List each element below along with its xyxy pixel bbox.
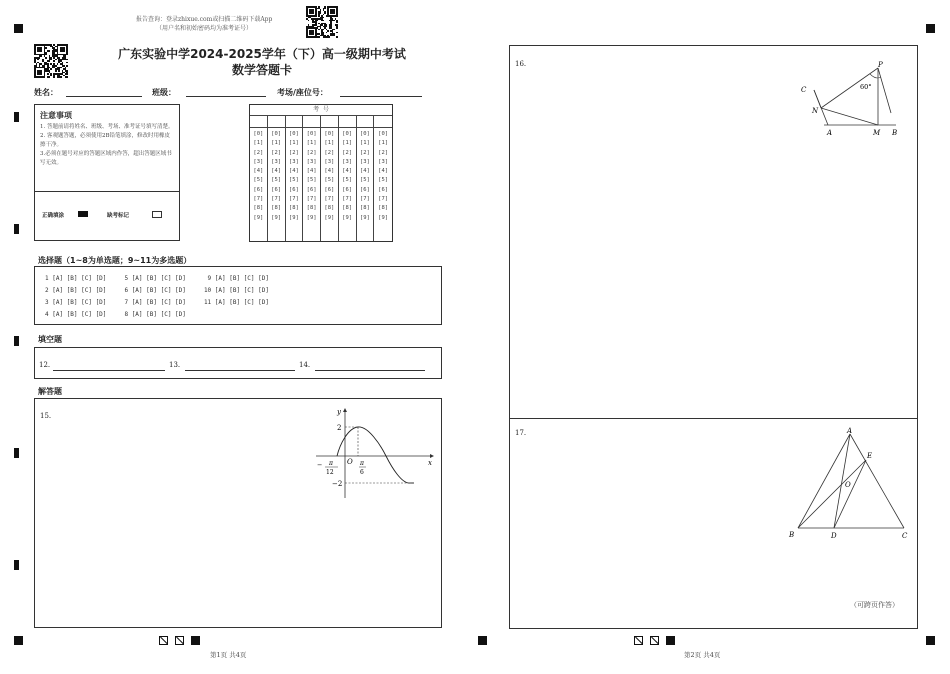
exam-digit-bubble[interactable]: [0] bbox=[288, 131, 299, 137]
exam-digit-column[interactable] bbox=[374, 116, 392, 241]
exam-digit-bubble[interactable]: [5] bbox=[306, 177, 317, 184]
page-marker-box bbox=[191, 636, 200, 645]
figure-17-triangle bbox=[786, 424, 912, 544]
fig17-label-C: C bbox=[902, 532, 908, 540]
exam-digit-bubble[interactable]: [8] bbox=[288, 205, 299, 212]
choice-row-1[interactable]: 1 [A] [B] [C] [D] 5 [A] [B] [C] [D] 9 [A] [B] [C] [D] bbox=[45, 275, 269, 282]
solution-section-label: 解答题 bbox=[38, 387, 62, 396]
correct-fill-label: 正确填涂 bbox=[42, 213, 65, 219]
notice-box bbox=[34, 104, 180, 241]
timing-mark bbox=[14, 448, 19, 458]
page-number-right: 第2页 共4页 bbox=[684, 651, 721, 659]
fig16-label-C: C bbox=[801, 86, 807, 94]
exam-digit-bubble[interactable]: [3] bbox=[378, 158, 389, 165]
fig15-pos-den: 6 bbox=[360, 469, 364, 476]
exam-digit-bubble[interactable]: [5] bbox=[324, 177, 335, 184]
fig16-label-M: M bbox=[873, 129, 881, 137]
exam-digit-bubble[interactable]: [5] bbox=[253, 177, 264, 184]
page-marker-box bbox=[634, 636, 643, 645]
exam-digit-bubble[interactable]: [9] bbox=[271, 214, 282, 221]
notice-item-1: 1. 答题前请将姓名、班级、考场、准考证号填写清楚。 bbox=[40, 124, 174, 130]
exam-digit-bubble[interactable]: [1] bbox=[378, 140, 389, 147]
exam-digit-bubble[interactable]: [6] bbox=[253, 186, 264, 193]
q12-answer-line[interactable] bbox=[53, 370, 165, 371]
fig17-line-BE bbox=[798, 460, 866, 528]
exam-digit-bubble[interactable]: [6] bbox=[306, 186, 317, 193]
exam-digit-bubble[interactable]: [8] bbox=[306, 205, 317, 212]
exam-digit-bubble[interactable]: [7] bbox=[288, 196, 299, 203]
exam-digit-bubble[interactable]: [4] bbox=[359, 168, 370, 175]
qr-code-top bbox=[306, 6, 338, 38]
exam-digit-bubble[interactable]: [5] bbox=[359, 177, 370, 184]
choice-section-label: 选择题（1~8为单选题；9~11为多选题） bbox=[38, 256, 192, 265]
exam-digit-bubble[interactable]: [7] bbox=[306, 196, 317, 203]
corner-mark-mid-left bbox=[478, 636, 487, 645]
exam-digit-bubble[interactable]: [9] bbox=[342, 214, 353, 221]
exam-digit-bubble[interactable]: [8] bbox=[324, 205, 335, 212]
exam-digit-bubble[interactable]: [6] bbox=[359, 186, 370, 193]
exam-digit-column[interactable] bbox=[339, 116, 357, 241]
exam-digit-bubble[interactable]: [8] bbox=[253, 205, 264, 212]
exam-digit-bubble[interactable]: [4] bbox=[288, 168, 299, 175]
name-label: 姓名： bbox=[34, 88, 58, 97]
exam-digit-column[interactable] bbox=[268, 116, 286, 241]
exam-digit-bubble[interactable]: [9] bbox=[378, 214, 389, 221]
exam-digit-column[interactable] bbox=[250, 116, 268, 241]
exam-digit-column[interactable] bbox=[357, 116, 375, 241]
fig16-line-P-B bbox=[878, 68, 891, 113]
page-marker-box bbox=[159, 636, 168, 645]
page-marker-box bbox=[666, 636, 675, 645]
exam-digit-bubble[interactable]: [9] bbox=[324, 214, 335, 221]
seat-label: 考场/座位号： bbox=[277, 88, 328, 97]
exam-digit-bubble[interactable]: [8] bbox=[359, 205, 370, 212]
exam-digit-bubble[interactable]: [0] bbox=[359, 131, 370, 137]
exam-digit-bubble[interactable]: [2] bbox=[306, 149, 317, 156]
qr-code-left bbox=[34, 44, 68, 78]
exam-digit-bubble[interactable]: [0] bbox=[253, 131, 264, 137]
choice-row-2[interactable]: 2 [A] [B] [C] [D] 6 [A] [B] [C] [D] 10 [A] [B] [C] [D] bbox=[45, 287, 269, 294]
timing-mark bbox=[14, 560, 19, 570]
page-marker-box bbox=[175, 636, 184, 645]
q14-label: 14. bbox=[299, 361, 311, 369]
exam-digit-bubble[interactable]: [0] bbox=[342, 131, 353, 137]
fig17-label-A: A bbox=[847, 427, 853, 435]
fill-blank-box bbox=[34, 347, 442, 379]
fig16-line-NM bbox=[821, 108, 878, 125]
exam-digit-bubble[interactable]: [4] bbox=[271, 168, 282, 175]
fig15-x-arrow bbox=[430, 454, 434, 458]
exam-digit-bubble[interactable]: [0] bbox=[306, 131, 317, 137]
timing-mark bbox=[14, 336, 19, 346]
fig15-origin-label: O bbox=[347, 458, 353, 466]
exam-digit-bubble[interactable]: [5] bbox=[271, 177, 282, 184]
fig16-label-angle: 60° bbox=[860, 83, 872, 91]
choice-row-4[interactable]: 4 [A] [B] [C] [D] 8 [A] [B] [C] [D] bbox=[45, 311, 186, 318]
exam-digit-bubble[interactable]: [3] bbox=[306, 158, 317, 165]
exam-digit-bubble[interactable]: [6] bbox=[324, 186, 335, 193]
exam-digit-bubble[interactable]: [4] bbox=[253, 168, 264, 175]
fig17-label-O: O bbox=[845, 481, 851, 489]
q12-label: 12. bbox=[39, 361, 51, 369]
exam-digit-column[interactable] bbox=[321, 116, 339, 241]
fig16-label-N: N bbox=[812, 107, 819, 115]
exam-digit-bubble[interactable]: [6] bbox=[342, 186, 353, 193]
exam-digit-bubble[interactable]: [9] bbox=[359, 214, 370, 221]
fig15-y-arrow bbox=[343, 408, 347, 412]
notice-item-2: 2. 客观题答题，必须使用2B铅笔填涂，修改时用橡皮擦干净。 bbox=[40, 133, 171, 148]
exam-digit-bubble[interactable]: [2] bbox=[359, 149, 370, 156]
fill-blank-section-label: 填空题 bbox=[38, 335, 62, 344]
fig17-line-DE bbox=[834, 460, 866, 528]
correct-fill-sample bbox=[78, 211, 88, 217]
corner-mark-top-left bbox=[14, 24, 23, 33]
exam-digit-bubble[interactable]: [2] bbox=[324, 149, 335, 156]
exam-digit-column[interactable] bbox=[286, 116, 304, 241]
exam-digit-bubble[interactable]: [5] bbox=[288, 177, 299, 184]
page-title: 广东实验中学2024-2025学年（下）高一级期中考试 bbox=[118, 47, 406, 61]
exam-digit-bubble[interactable]: [3] bbox=[324, 158, 335, 165]
class-label: 班级： bbox=[152, 88, 176, 97]
fig17-side-AC bbox=[850, 434, 904, 528]
fig15-ymax-label: 2 bbox=[337, 424, 342, 432]
fig16-label-B: B bbox=[892, 129, 898, 137]
exam-digit-bubble[interactable]: [0] bbox=[378, 131, 389, 137]
fig15-ymin-label: −2 bbox=[332, 480, 343, 488]
exam-digit-bubble[interactable]: [7] bbox=[378, 196, 389, 203]
exam-digit-bubble[interactable]: [6] bbox=[378, 186, 389, 193]
exam-digit-bubble[interactable]: [5] bbox=[342, 177, 353, 184]
exam-digit-bubble[interactable]: [0] bbox=[324, 131, 335, 137]
exam-digit-bubble[interactable]: [4] bbox=[378, 168, 389, 175]
exam-digit-bubble[interactable]: [2] bbox=[288, 149, 299, 156]
continue-note: （可跨页作答） bbox=[850, 601, 899, 609]
page-subtitle: 数学答题卡 bbox=[231, 63, 292, 77]
exam-digit-bubble[interactable]: [8] bbox=[271, 205, 282, 212]
notice-divider bbox=[35, 191, 179, 192]
report-line-1: 报告查询：登录zhixue.com或扫描二维码下载App bbox=[136, 16, 273, 23]
exam-digit-bubble[interactable]: [1] bbox=[253, 140, 264, 147]
page-marker-box bbox=[650, 636, 659, 645]
notice-text bbox=[40, 123, 175, 168]
exam-digit-bubble[interactable]: [7] bbox=[324, 196, 335, 203]
notice-title: 注意事项 bbox=[40, 111, 72, 120]
report-line-2: （用户名和初始密码均为准考证号） bbox=[156, 25, 253, 32]
class-field[interactable] bbox=[186, 96, 266, 97]
absent-checkbox[interactable] bbox=[152, 211, 162, 218]
exam-digit-bubble[interactable]: [0] bbox=[271, 131, 282, 137]
exam-digit-bubble[interactable]: [3] bbox=[271, 158, 282, 165]
exam-digit-bubble[interactable]: [4] bbox=[324, 168, 335, 175]
exam-digit-bubble[interactable]: [9] bbox=[288, 214, 299, 221]
exam-digit-bubble[interactable]: [1] bbox=[342, 140, 353, 147]
seat-field[interactable] bbox=[340, 96, 422, 97]
exam-digit-bubble[interactable]: [1] bbox=[271, 140, 282, 147]
corner-mark-top-right bbox=[926, 24, 935, 33]
figure-15-graph bbox=[310, 404, 436, 500]
notice-item-3: 3.必须在题号对应的答题区域内作答，超出答题区域书写无效。 bbox=[40, 151, 172, 166]
absent-label: 缺考标记 bbox=[107, 213, 130, 219]
fig17-label-D: D bbox=[831, 532, 837, 540]
q17-label: 17. bbox=[515, 429, 527, 437]
fig15-neg-sign: − bbox=[317, 461, 323, 469]
timing-mark bbox=[14, 112, 19, 122]
fig15-neg-pi: π bbox=[329, 460, 333, 467]
timing-mark bbox=[14, 224, 19, 234]
figure-16-geometry bbox=[796, 58, 908, 140]
exam-digit-bubble[interactable]: [7] bbox=[271, 196, 282, 203]
exam-digit-bubble[interactable]: [1] bbox=[359, 140, 370, 147]
exam-digit-bubble[interactable]: [5] bbox=[378, 177, 389, 184]
exam-digit-bubble[interactable]: [2] bbox=[342, 149, 353, 156]
q16-label: 16. bbox=[515, 60, 527, 68]
exam-digit-bubble[interactable]: [4] bbox=[342, 168, 353, 175]
fig15-pos-pi: π bbox=[360, 460, 364, 467]
fig16-line-N-C bbox=[814, 90, 821, 108]
exam-digit-bubble[interactable]: [9] bbox=[306, 214, 317, 221]
name-field[interactable] bbox=[66, 96, 142, 97]
exam-digit-bubble[interactable]: [7] bbox=[253, 196, 264, 203]
fig15-neg-den: 12 bbox=[326, 469, 334, 476]
choice-row-3[interactable]: 3 [A] [B] [C] [D] 7 [A] [B] [C] [D] 11 [A] [B] [C] [D] bbox=[45, 299, 269, 306]
fig16-label-A: A bbox=[827, 129, 833, 137]
fig16-label-P: P bbox=[878, 61, 883, 69]
exam-digit-bubble[interactable]: [3] bbox=[359, 158, 370, 165]
corner-mark-bottom-right bbox=[926, 636, 935, 645]
exam-digit-bubble[interactable]: [1] bbox=[324, 140, 335, 147]
exam-digit-bubble[interactable]: [2] bbox=[271, 149, 282, 156]
exam-digit-bubble[interactable]: [4] bbox=[306, 168, 317, 175]
fig15-x-label: x bbox=[428, 459, 432, 467]
exam-digit-bubble[interactable]: [6] bbox=[271, 186, 282, 193]
fig17-label-B: B bbox=[789, 531, 795, 539]
exam-digit-bubble[interactable]: [6] bbox=[288, 186, 299, 193]
fig15-y-label: y bbox=[337, 408, 341, 416]
exam-digit-bubble[interactable]: [3] bbox=[342, 158, 353, 165]
exam-digit-column[interactable] bbox=[303, 116, 321, 241]
exam-digit-bubble[interactable]: [3] bbox=[288, 158, 299, 165]
exam-digit-bubble[interactable]: [9] bbox=[253, 214, 264, 221]
exam-number-header: 考 号 bbox=[250, 105, 392, 116]
exam-digit-bubble[interactable]: [3] bbox=[253, 158, 264, 165]
exam-digit-bubble[interactable]: [7] bbox=[342, 196, 353, 203]
fig16-angle-arc bbox=[870, 74, 881, 78]
exam-digit-bubble[interactable]: [8] bbox=[342, 205, 353, 212]
exam-number-columns bbox=[250, 116, 392, 241]
q13-answer-line[interactable] bbox=[185, 370, 295, 371]
exam-digit-bubble[interactable]: [7] bbox=[359, 196, 370, 203]
exam-digit-bubble[interactable]: [2] bbox=[378, 149, 389, 156]
exam-digit-bubble[interactable]: [8] bbox=[378, 205, 389, 212]
q13-label: 13. bbox=[169, 361, 181, 369]
exam-digit-bubble[interactable]: [1] bbox=[306, 140, 317, 147]
q14-answer-line[interactable] bbox=[315, 370, 425, 371]
q15-label: 15. bbox=[40, 412, 52, 420]
exam-digit-bubble[interactable]: [2] bbox=[253, 149, 264, 156]
fig15-curve bbox=[337, 427, 410, 483]
exam-number-grid bbox=[249, 104, 393, 242]
page-number-left: 第1页 共4页 bbox=[210, 651, 247, 659]
exam-digit-bubble[interactable]: [1] bbox=[288, 140, 299, 147]
corner-mark-bottom-left bbox=[14, 636, 23, 645]
choice-box bbox=[34, 266, 442, 325]
fig17-label-E: E bbox=[867, 452, 873, 460]
